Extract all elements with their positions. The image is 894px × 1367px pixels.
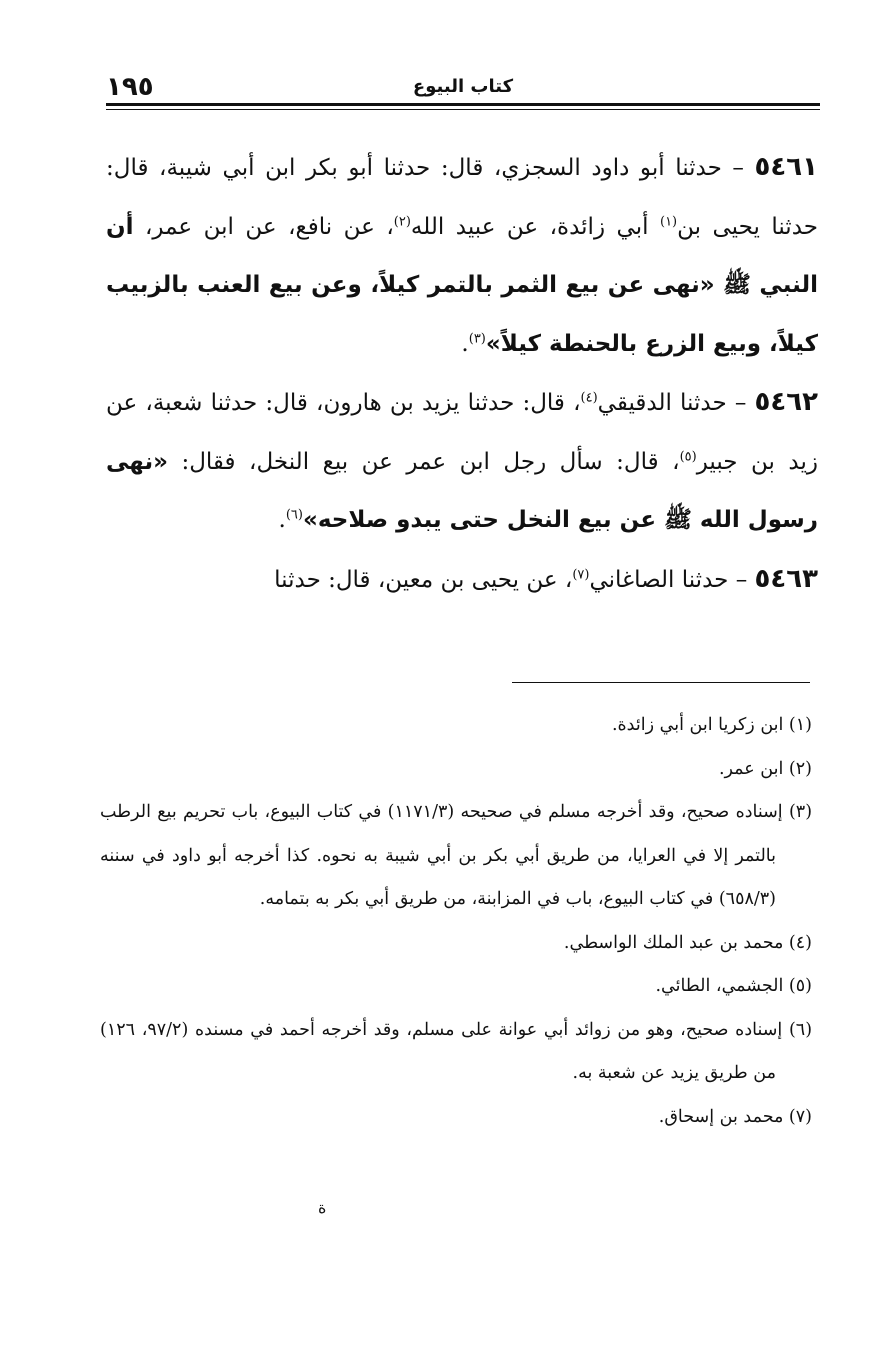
- footnote-reference: (٥): [679, 448, 697, 464]
- hadith-paragraph: [106, 550, 818, 610]
- footnote: (٦) إسناده صحيح، وهو من زوائد أبي عوانة على مسلم، وقد أخرجه أحمد في مسنده (٩٧/٢، ١٢٦) من طريق يزيد عن شعبة به.: [100, 1019, 813, 1083]
- hadith-text: .: [461, 330, 469, 357]
- footnote-separator: [512, 682, 810, 683]
- footnote: (٧) محمد بن إسحاق.: [658, 1106, 812, 1127]
- header-rule-thick: [106, 103, 820, 106]
- footnotes: [100, 704, 812, 1139]
- page-header: [106, 72, 820, 102]
- hadith-text: – حدثنا الصاغاني: [589, 566, 755, 593]
- header-rule-thin: [106, 109, 820, 110]
- hadith-text: – حدثنا الدقيقي: [597, 390, 755, 416]
- footnote: (٥) الجشمي، الطائي.: [655, 976, 812, 996]
- hadith-text: ، قال: سأل رجل ابن عمر عن بيع النخل، فقال:: [167, 448, 680, 475]
- page-number: ١٩٥: [106, 72, 154, 102]
- footnote-reference: (٤): [580, 390, 598, 406]
- hadith-number: ٥٤٦٣: [754, 563, 818, 594]
- footnote: (٣) إسناده صحيح، وقد أخرجه مسلم في صحيحه (١١٧١/٣) في كتاب البيوع، باب تحريم بيع الرطب بالتمر إلا في العرايا، من طريق أبي بكر بن أبي شيبة به نحوه. كذا أخرجه أبو داود في سننه (٦٥٨/٣) في كتاب البيوع، باب في المزابنة، من طريق أبي بكر به بتمامه.: [100, 802, 813, 909]
- hadith-text: .: [278, 507, 286, 533]
- footnote-reference: (٣): [468, 330, 486, 346]
- hadith-text: ، عن يحيى بن معين، قال: حدثنا: [274, 566, 573, 593]
- footnote-reference: (٧): [572, 566, 590, 582]
- hadith-number: ٥٤٦١: [754, 152, 818, 182]
- hadith-matn-bold: «نهى رسول الله ﷺ عن بيع النخل حتى يبدو صلاحه»: [106, 448, 818, 533]
- footnote: (٢) ابن عمر.: [718, 758, 812, 779]
- main-text: [106, 138, 818, 609]
- hadith-text: ، قال: حدثنا يزيد بن هارون، قال: حدثنا شعبة، عن زيد بن جبير: [106, 390, 818, 475]
- hadith-paragraph: [106, 138, 818, 373]
- bottom-mark: ة: [318, 1198, 327, 1217]
- hadith-text: – حدثنا أبو داود السجزي، قال: حدثنا أبو بكر ابن أبي شيبة، قال: حدثنا يحيى بن: [106, 155, 818, 240]
- footnote: (١) ابن زكريا ابن أبي زائدة.: [611, 715, 812, 735]
- footnote-reference: (٢): [393, 213, 411, 229]
- hadith-paragraph: [106, 373, 818, 550]
- running-title: كتاب البيوع: [412, 76, 514, 97]
- footnote: (٤) محمد بن عبد الملك الواسطي.: [563, 932, 812, 953]
- footnote-reference: (١): [659, 213, 678, 229]
- hadith-text: أبي زائدة، عن عبيد الله: [410, 213, 660, 240]
- footnote-reference: (٦): [285, 507, 303, 523]
- hadith-matn-bold: أن النبي ﷺ «نهى عن بيع الثمر بالتمر كيلاً، وعن بيع العنب بالزبيب كيلاً، وبيع الزرع بالحنطة كيلاً»: [106, 213, 818, 357]
- hadith-number: ٥٤٦٢: [754, 387, 818, 417]
- hadith-text: ، عن نافع، عن ابن عمر،: [133, 213, 394, 240]
